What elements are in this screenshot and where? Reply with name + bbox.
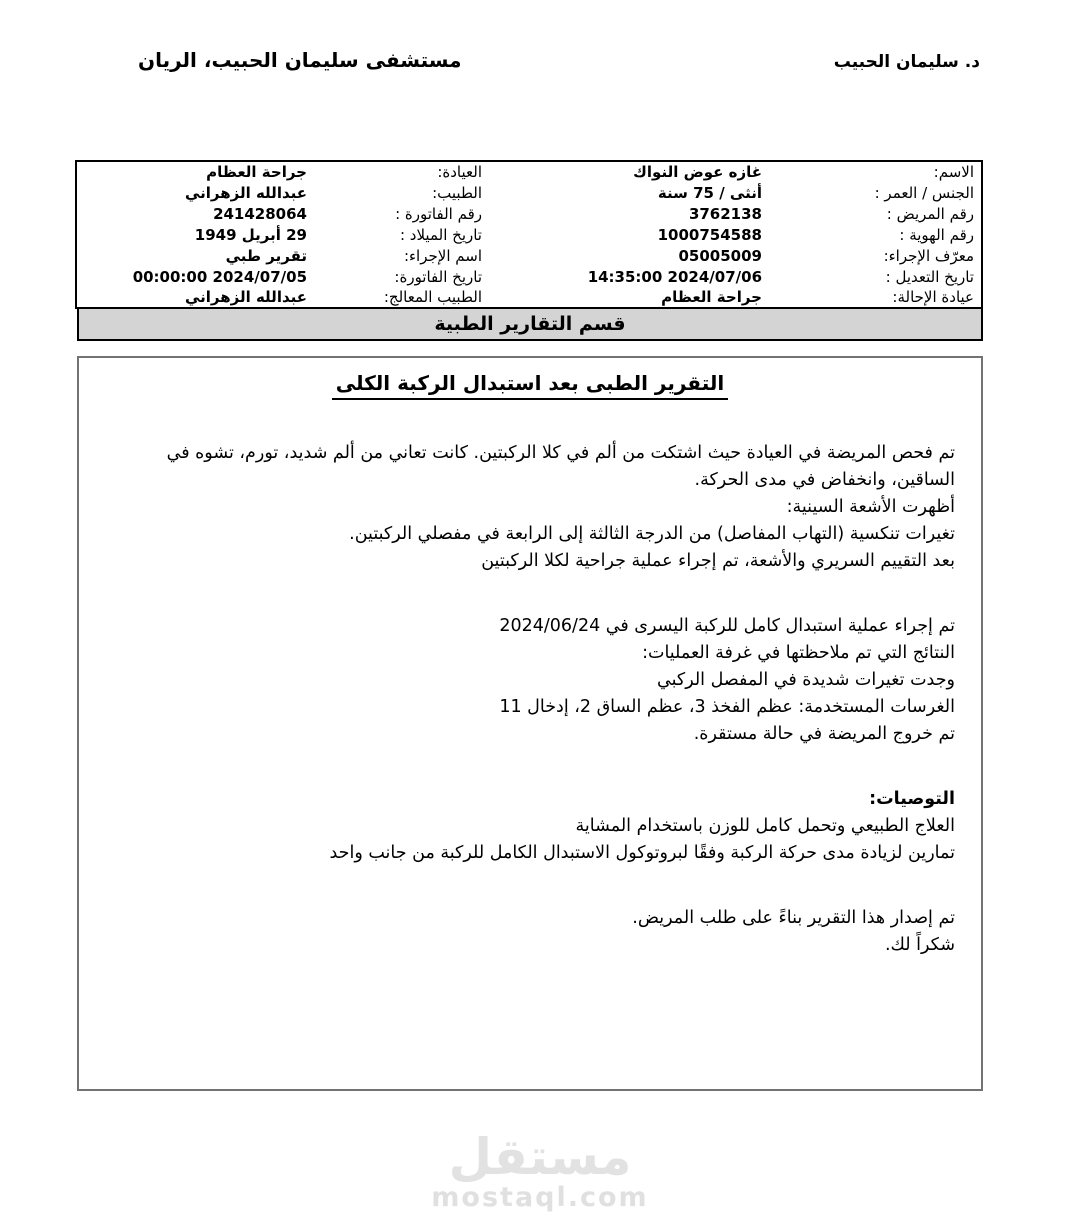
letterhead	[0, 0, 1080, 82]
section-bar	[77, 309, 983, 341]
info-label-right: الجنس / العمر :	[874, 183, 974, 202]
report-text-line: النتائج التي تم ملاحظتها في غرفة العمليات:	[642, 643, 955, 663]
info-value-right: أنثى / 75 سنة	[657, 183, 762, 202]
letterhead-doctor-name: د. سليمان الحبيب	[833, 52, 980, 72]
report-title: التقرير الطبى بعد استبدال الركبة الكلى	[332, 371, 728, 400]
report-text-line: تم فحص المريضة في العيادة حيث اشتكت من ألم في كلا الركبتين. كانت تعاني من ألم شديد، تورم، تشوه في	[166, 443, 955, 463]
report-text-line: الغرسات المستخدمة: عظم الفخذ 3، عظم الساق 2، إدخال 11	[499, 697, 955, 717]
report-text-line: تغيرات تنكسية (التهاب المفاصل) من الدرجة الثالثة إلى الرابعة في مفصلي الركبتين.	[349, 524, 955, 544]
info-value-right: 05005009	[678, 246, 762, 265]
info-label-left: رقم الفاتورة :	[395, 204, 482, 223]
watermark	[0, 1128, 1080, 1213]
watermark-domain: mostaql.com	[431, 1182, 649, 1213]
info-label-left: تاريخ الفاتورة:	[394, 267, 482, 286]
patient-info-table	[75, 160, 983, 309]
report-text-line: أظهرت الأشعة السينية:	[786, 497, 955, 517]
info-label-left: العيادة:	[437, 163, 482, 181]
info-value-left: تقرير طبي	[225, 246, 307, 265]
info-label-left: تاريخ الميلاد :	[399, 225, 482, 244]
info-value-right: 3762138	[688, 204, 762, 223]
info-label-right: الاسم:	[933, 163, 974, 181]
info-value-left: 2024/07/05 00:00:00	[132, 267, 307, 286]
info-label-right: عيادة الإحالة:	[892, 288, 974, 306]
info-value-left: 29 أبريل 1949	[194, 225, 307, 244]
info-value-left: عبدالله الزهراني	[184, 183, 307, 202]
patient-info-row	[76, 266, 982, 287]
patient-info-table-body	[76, 161, 982, 308]
info-label-right: معرّف الإجراء:	[883, 246, 974, 265]
report-text-line: وجدت تغيرات شديدة في المفصل الركبي	[657, 670, 955, 690]
patient-info-row	[76, 161, 982, 182]
info-label-right: رقم المريض :	[886, 204, 974, 223]
report-text-line: الساقين، وانخفاض في مدى الحركة.	[694, 470, 955, 490]
patient-info-row	[76, 203, 982, 224]
letterhead-hospital-name: مستشفى سليمان الحبيب، الريان	[138, 48, 462, 72]
section-bar-label: قسم التقارير الطبية	[434, 313, 626, 335]
info-value-right: غازه عوض النواك	[633, 163, 762, 181]
report-text-line: التوصيات:	[869, 789, 955, 809]
patient-info-row	[76, 245, 982, 266]
report-text-line: تم إصدار هذا التقرير بناءً على طلب المريض.	[632, 908, 955, 928]
patient-info-row	[76, 287, 982, 308]
info-label-left: اسم الإجراء:	[403, 246, 482, 265]
report-body	[105, 440, 955, 959]
report-text-line: تم إجراء عملية استبدال كامل للركبة اليسرى في 2024/06/24	[499, 616, 955, 636]
info-value-right: جراحة العظام	[661, 288, 762, 306]
report-box	[77, 356, 983, 1091]
info-value-right: 1000754588	[657, 225, 762, 244]
info-value-left: جراحة العظام	[206, 163, 307, 181]
patient-info-row	[76, 224, 982, 245]
info-value-left: عبدالله الزهراني	[184, 288, 307, 306]
report-title-wrap	[105, 371, 955, 400]
report-blank-line	[105, 748, 955, 786]
report-text-line: تم خروج المريضة في حالة مستقرة.	[693, 724, 955, 744]
report-blank-line	[105, 575, 955, 613]
info-value-left: 241428064	[213, 204, 307, 223]
info-value-right: 2024/07/06 14:35:00	[587, 267, 762, 286]
info-label-left: الطبيب:	[432, 183, 482, 202]
patient-info-row	[76, 182, 982, 203]
info-label-right: رقم الهوية :	[899, 225, 974, 244]
report-text-line: بعد التقييم السريري والأشعة، تم إجراء عملية جراحية لكلا الركبتين	[481, 551, 955, 571]
info-label-left: الطبيب المعالج:	[383, 288, 482, 306]
info-label-right: تاريخ التعديل :	[885, 267, 974, 286]
report-text-line: شكراً لك.	[884, 935, 955, 955]
report-blank-line	[105, 867, 955, 905]
report-text-line: تمارين لزيادة مدى حركة الركبة وفقًا لبروتوكول الاستبدال الكامل للركبة من جانب واحد	[329, 843, 955, 863]
mostaql-logo: مستقل	[448, 1128, 632, 1186]
report-text-line: العلاج الطبيعي وتحمل كامل للوزن باستخدام المشاية	[575, 816, 955, 836]
